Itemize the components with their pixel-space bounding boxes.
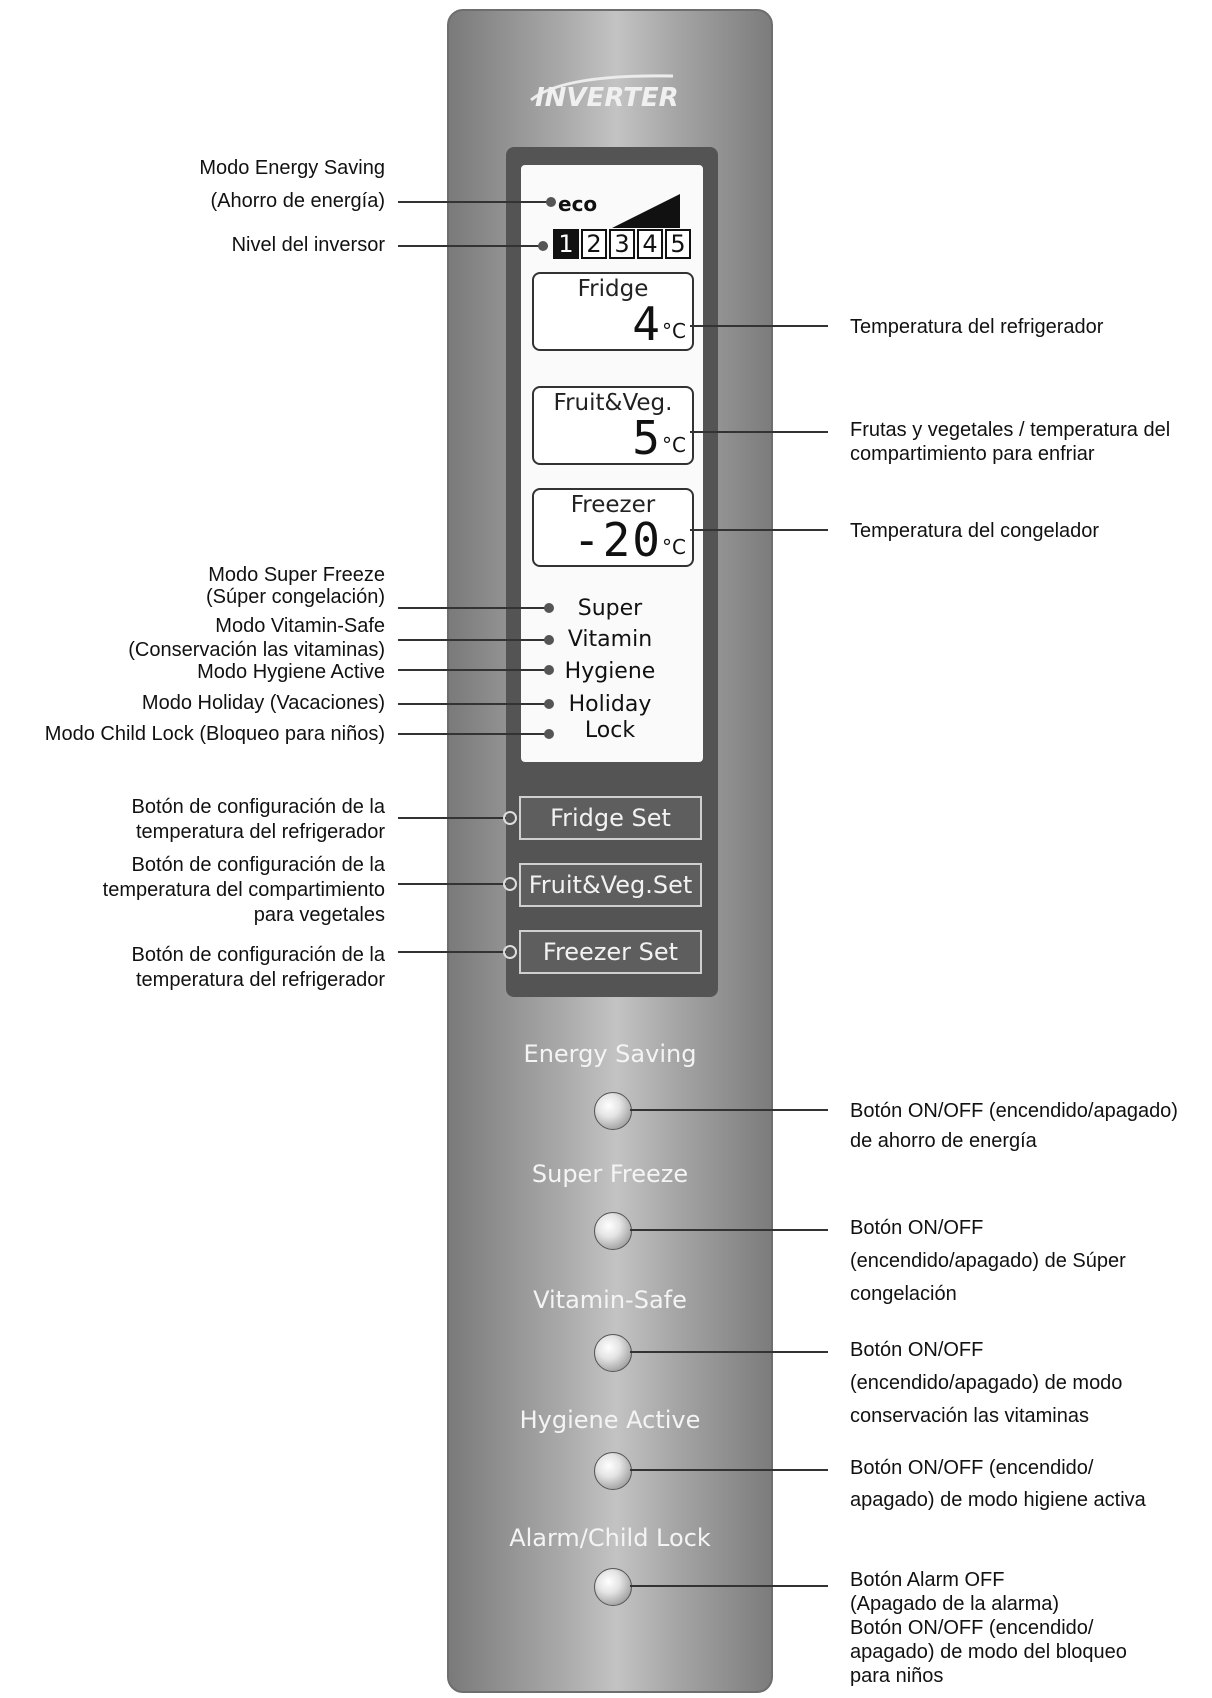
super-freeze-title: Super Freeze <box>531 1160 689 1188</box>
hygiene-active-title: Hygiene Active <box>519 1406 701 1434</box>
label-freezer-temp: Temperatura del congelador <box>850 520 1100 542</box>
level-3: 3 <box>609 229 635 259</box>
freezer-temp-value: -20 <box>572 513 662 567</box>
label-super-freeze-mode: Modo Super Freeze (Súper congelación) <box>206 564 385 608</box>
vitamin-safe-title: Vitamin-Safe <box>533 1286 687 1314</box>
logo-text: INVERTER <box>535 83 679 113</box>
level-2: 2 <box>581 229 607 259</box>
label-fridge-set: Botón de configuración de la temperatura del refrigerador <box>131 796 385 843</box>
label-energy-saving-mode: Modo Energy Saving (Ahorro de energía) <box>199 157 385 212</box>
fridge-temp-unit: °C <box>662 319 686 343</box>
label-child-lock-mode: Modo Child Lock (Bloqueo para niños) <box>44 723 385 745</box>
mode-super: Super <box>577 596 643 621</box>
label-vitamin-btn: Botón ON/OFF (encendido/apagado) de modo conservación las vitaminas <box>850 1339 1123 1427</box>
mode-hygiene: Hygiene <box>564 659 656 684</box>
label-super-freeze-btn: Botón ON/OFF (encendido/apagado) de Súper congelación <box>850 1217 1126 1305</box>
energy-saving-title: Energy Saving <box>523 1040 697 1068</box>
label-fruitveg-temp: Frutas y vegetales / temperatura del compartimiento para enfriar <box>850 419 1171 465</box>
label-fruitveg-set: Botón de configuración de la temperatura del compartimiento para vegetales <box>102 854 385 926</box>
label-vitamin-safe-mode: Modo Vitamin-Safe (Conservación las vitaminas) <box>128 615 385 661</box>
label-hygiene-btn: Botón ON/OFF (encendido/ apagado) de modo higiene activa <box>850 1457 1146 1511</box>
label-inverter-level: Nivel del inversor <box>231 234 385 256</box>
fruitveg-label: Fruit&Veg. <box>553 390 673 416</box>
level-4: 4 <box>637 229 663 259</box>
alarm-child-lock-title: Alarm/Child Lock <box>509 1524 711 1552</box>
freezer-label: Freezer <box>570 492 656 518</box>
label-holiday-mode: Modo Holiday (Vacaciones) <box>141 692 385 714</box>
mode-lock: Lock <box>584 718 636 743</box>
fruitveg-set-button[interactable]: Fruit&Veg.Set <box>519 863 702 907</box>
mode-holiday: Holiday <box>568 692 652 717</box>
label-alarm-btn: Botón Alarm OFF (Apagado de la alarma) Botón ON/OFF (encendido/ apagado) de modo del bloqueo para niños <box>850 1569 1127 1687</box>
mode-vitamin: Vitamin <box>567 627 653 652</box>
label-energy-saving-btn: Botón ON/OFF (encendido/apagado) de ahorro de energía <box>850 1100 1178 1152</box>
freezer-set-button[interactable]: Freezer Set <box>519 930 702 974</box>
fridge-temp-value: 4 <box>632 297 662 351</box>
level-5: 5 <box>665 229 691 259</box>
eco-indicator-label: eco <box>558 192 598 216</box>
fruitveg-temp-unit: °C <box>662 433 686 457</box>
label-fridge-temp: Temperatura del refrigerador <box>850 316 1104 338</box>
freezer-temp-unit: °C <box>662 535 686 559</box>
fridge-set-button[interactable]: Fridge Set <box>519 796 702 840</box>
label-freezer-set: Botón de configuración de la temperatura del refrigerador <box>131 944 385 991</box>
label-hygiene-mode: Modo Hygiene Active <box>197 661 385 683</box>
fruitveg-temp-value: 5 <box>632 411 662 465</box>
fridge-label: Fridge <box>577 276 649 302</box>
level-1: 1 <box>553 229 579 259</box>
